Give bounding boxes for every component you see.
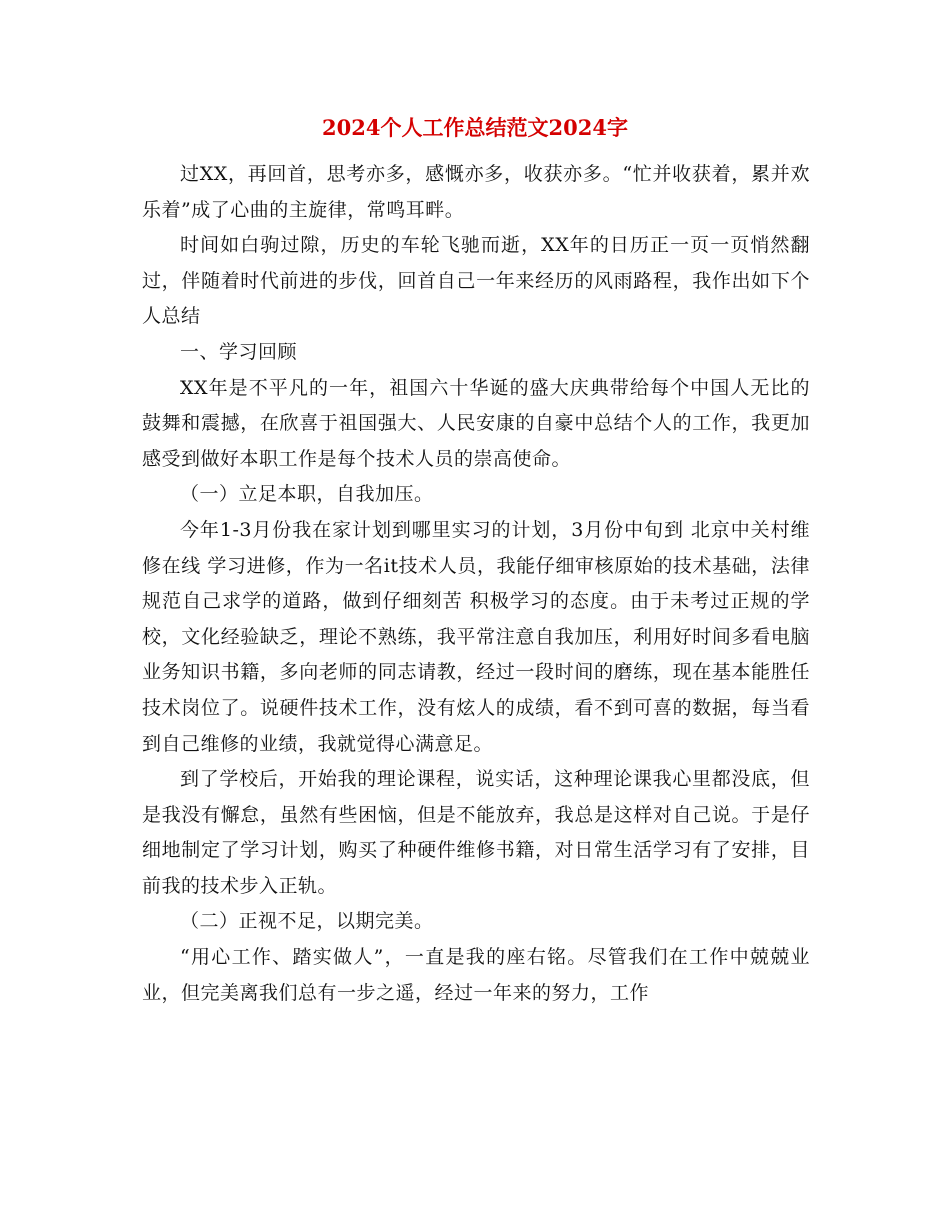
paragraph-internship: 今年1-3月份我在家计划到哪里实习的计划，3月份中旬到 北京中关村维修在线 学习进修，作为一名it技术人员，我能仔细审核原始的技术基础，法律规范自己求学的道路，做到仔细刻苦 积极学习的态度。由于未考过正规的学校，文化经验缺乏，理论不熟练，我平常注意自我加压，利用好时间多看电脑业务知识书籍，多向老师的同志请教，经过一段时间的磨练，现在基本能胜任技术岗位了。说硬件技术工作，没有炫人的成绩，看不到可喜的数据，每当看到自己维修的业绩，我就觉得心满意足。	[142, 518, 810, 755]
paragraph-motto: “用心工作、踏实做人”，一直是我的座右铭。尽管我们在工作中兢兢业业，但完美离我们总有一步之遥，经过一年来的努力，工作	[142, 946, 810, 1004]
subheading-self-pressure: （一）立足本职，自我加压。	[180, 483, 434, 506]
document-body	[142, 157, 810, 1011]
subheading-face-shortcomings: （二）正视不足，以期完美。	[180, 910, 434, 933]
paragraph-school: 到了学校后，开始我的理论课程，说实话，这种理论课我心里都没底，但是我没有懈怠，虽然有些困恼，但是不能放弃，我总是这样对自己说。于是仔细地制定了学习计划，购买了种硬件维修书籍，对日常生活学习有了安排，目前我的技术步入正轨。	[142, 768, 810, 897]
document-title: 2024个人工作总结范文2024字	[322, 115, 628, 140]
paragraph-intro: 过XX，再回首，思考亦多，感慨亦多，收获亦多。“忙并收获着，累并欢乐着”成了心曲的主旋律，常鸣耳畔。	[142, 163, 810, 221]
paragraph-time: 时间如白驹过隙，历史的车轮飞驰而逝，XX年的日历正一页一页悄然翻过，伴随着时代前进的步伐，回首自己一年来经历的风雨路程，我作出如下个人总结	[142, 234, 810, 328]
paragraph-year-review: XX年是不平凡的一年，祖国六十华诞的盛大庆典带给每个中国人无比的鼓舞和震撼，在欣喜于祖国强大、人民安康的自豪中总结个人的工作，我更加感受到做好本职工作是每个技术人员的崇高使命。	[142, 376, 810, 470]
section-heading-study-review: 一、学习回顾	[180, 340, 298, 363]
